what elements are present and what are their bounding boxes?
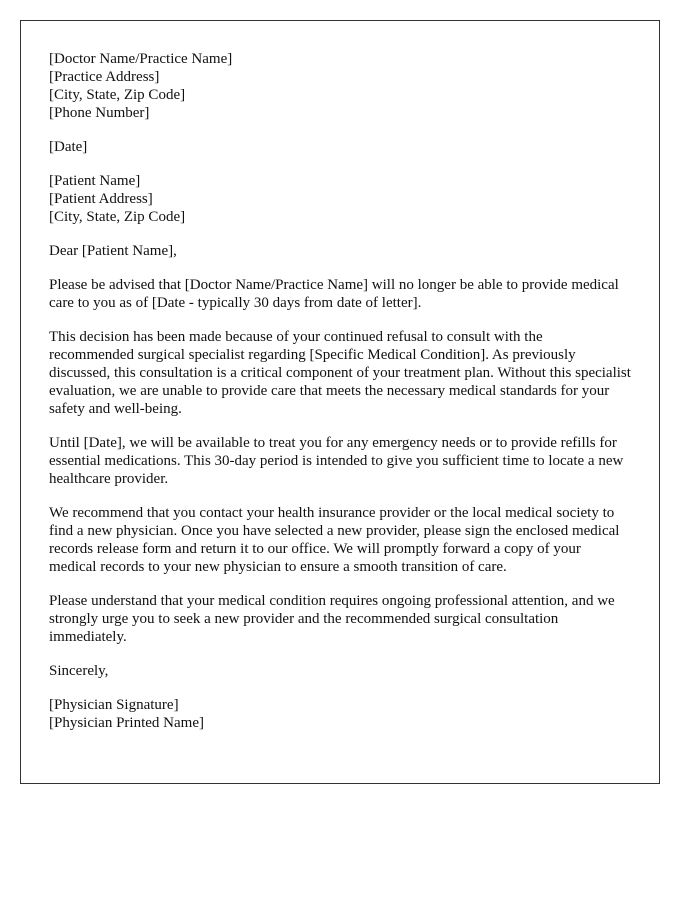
sender-phone: [Phone Number] bbox=[49, 105, 150, 121]
body-paragraph-reason: This decision has been made because of your continued refusal to consult with the recommended surgical specialist regarding [Specific Medical Condition]. As previously discussed, this consultation is a critical component of your treatment plan. Without this specialist evaluation, we are unable to provide care that meets the necessary medical standards for your safety and well-being. bbox=[49, 329, 631, 417]
sender-block bbox=[49, 50, 631, 122]
closing: Sincerely, bbox=[49, 663, 109, 679]
body-paragraph-interim-care: Until [Date], we will be available to treat you for any emergency needs or to provide refills for essential medications. This 30-day period is intended to give you sufficient time to locate a new healthcare provider. bbox=[49, 435, 624, 487]
body-paragraph-urge-care: Please understand that your medical condition requires ongoing professional attention, and we strongly urge you to seek a new provider and the recommended surgical consultation immediately. bbox=[49, 593, 615, 645]
letter-date: [Date] bbox=[49, 139, 88, 155]
recipient-city-state-zip: [City, State, Zip Code] bbox=[49, 209, 186, 225]
sender-city-state-zip: [City, State, Zip Code] bbox=[49, 87, 186, 103]
recipient-block bbox=[49, 172, 631, 226]
physician-signature: [Physician Signature] bbox=[49, 697, 179, 713]
recipient-address: [Patient Address] bbox=[49, 191, 153, 207]
sender-name: [Doctor Name/Practice Name] bbox=[49, 51, 233, 67]
date-block bbox=[49, 138, 631, 156]
body-paragraph-records-transfer: We recommend that you contact your health insurance provider or the local medical society to find a new physician. Once you have selected a new provider, please sign the enclosed medical records release form and return it to our office. We will promptly forward a copy of your medical records to your new physician to ensure a smooth transition of care. bbox=[49, 505, 620, 575]
sender-address: [Practice Address] bbox=[49, 69, 160, 85]
physician-printed-name: [Physician Printed Name] bbox=[49, 715, 204, 731]
letter-page bbox=[20, 20, 660, 784]
salutation: Dear [Patient Name], bbox=[49, 243, 177, 259]
recipient-name: [Patient Name] bbox=[49, 173, 141, 189]
signature-block bbox=[49, 696, 631, 732]
body-paragraph-termination-notice: Please be advised that [Doctor Name/Practice Name] will no longer be able to provide medical care to you as of [Date - typically 30 days from date of letter]. bbox=[49, 277, 619, 311]
